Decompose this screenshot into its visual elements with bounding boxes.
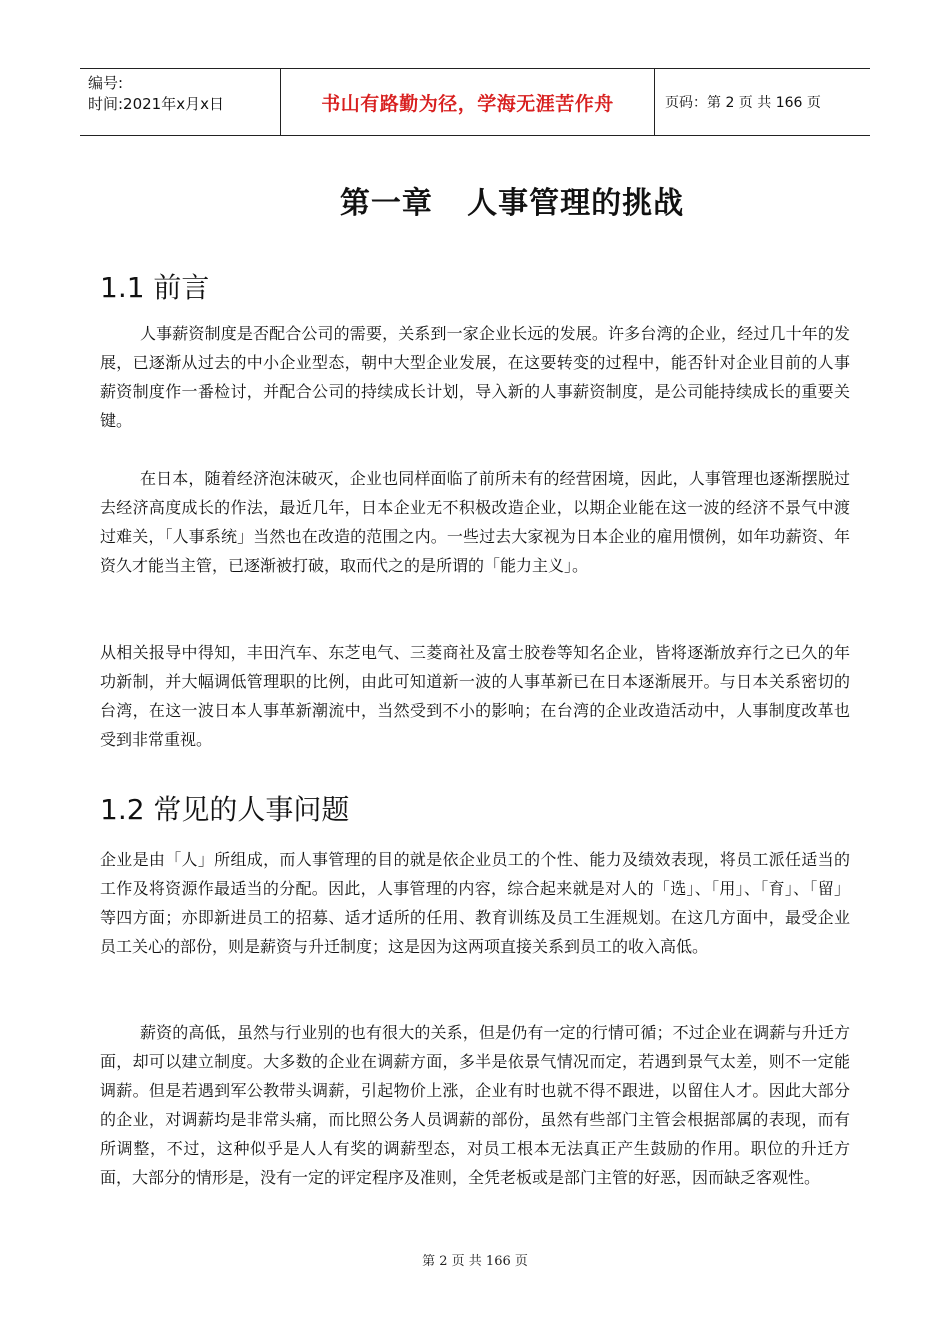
section-heading-1-2: 1.2 常见的人事问题 (100, 793, 350, 826)
page-header (80, 68, 870, 136)
header-motto: 书山有路勤为径，学海无涯苦作舟 (281, 69, 655, 135)
paragraph: 人事薪资制度是否配合公司的需要，关系到一家企业长远的发展。许多台湾的企业，经过几十年的发展，已逐渐从过去的中小企业型态，朝中大型企业发展，在这要转变的过程中，能否针对企业目前的人事薪资制度作一番检讨，并配合公司的持续成长计划，导入新的人事薪资制度，是公司能持续成长的重要关键。 (100, 324, 850, 430)
header-meta-cell (80, 69, 281, 135)
header-page-code: 页码：第 2 页 共 166 页 (665, 95, 821, 111)
paragraph: 薪资的高低，虽然与行业别的也有很大的关系，但是仍有一定的行情可循；不过企业在调薪与升迁方面，却可以建立制度。大多数的企业在调薪方面，多半是依景气情况而定，若遇到景气太差，则不一定能调薪。但是若遇到军公教带头调薪，引起物价上涨，企业有时也就不得不跟进，以留住人才。因此大部分的企业，对调薪均是非常头痛，而比照公务人员调薪的部份，虽然有些部门主管会根据部属的表现，而有所调整，不过，这种似乎是人人有奖的调薪型态，对员工根本无法真正产生鼓励的作用。职位的升迁方面，大部分的情形是，没有一定的评定程序及准则，全凭老板或是部门主管的好恶，因而缺乏客观性。 (100, 1023, 850, 1187)
section-heading-1-1: 1.1 前言 (100, 271, 210, 304)
code-label: 编号: (88, 74, 124, 92)
time-label: 时间:2021年x月x日 (88, 95, 224, 113)
paragraph: 从相关报导中得知，丰田汽车、东芝电气、三菱商社及富士胶卷等知名企业，皆将逐渐放弃行之已久的年功新制，并大幅调低管理职的比例，由此可知道新一波的人事革新已在日本逐渐展开。与日本关系密切的台湾，在这一波日本人事革新潮流中，当然受到不小的影响；在台湾的企业改造活动中，人事制度改革也受到非常重视。 (100, 643, 850, 749)
paragraph: 企业是由「人」所组成，而人事管理的目的就是依企业员工的个性、能力及绩效表现，将员工派任适当的工作及将资源作最适当的分配。因此，人事管理的内容，综合起来就是对人的「选」、「用」、「育」、「留」等四方面；亦即新进员工的招募、适才适所的任用、教育训练及员工生涯规划。在这几方面中，最受企业员工关心的部份，则是薪资与升迁制度；这是因为这两项直接关系到员工的收入高低。 (100, 850, 850, 956)
chapter-title: 第一章 人事管理的挑战 (339, 186, 685, 221)
paragraph: 在日本，随着经济泡沫破灭，企业也同样面临了前所未有的经营困境，因此，人事管理也逐渐摆脱过去经济高度成长的作法，最近几年，日本企业无不积极改造企业，以期企业能在这一波的经济不景气中渡过难关，「人事系统」当然也在改造的范围之内。一些过去大家视为日本企业的雇用惯例，如年功薪资、年资久才能当主管，已逐渐被打破，取而代之的是所谓的「能力主义」。 (100, 469, 850, 575)
page-footer: 第 2 页 共 166 页 (422, 1254, 528, 1269)
